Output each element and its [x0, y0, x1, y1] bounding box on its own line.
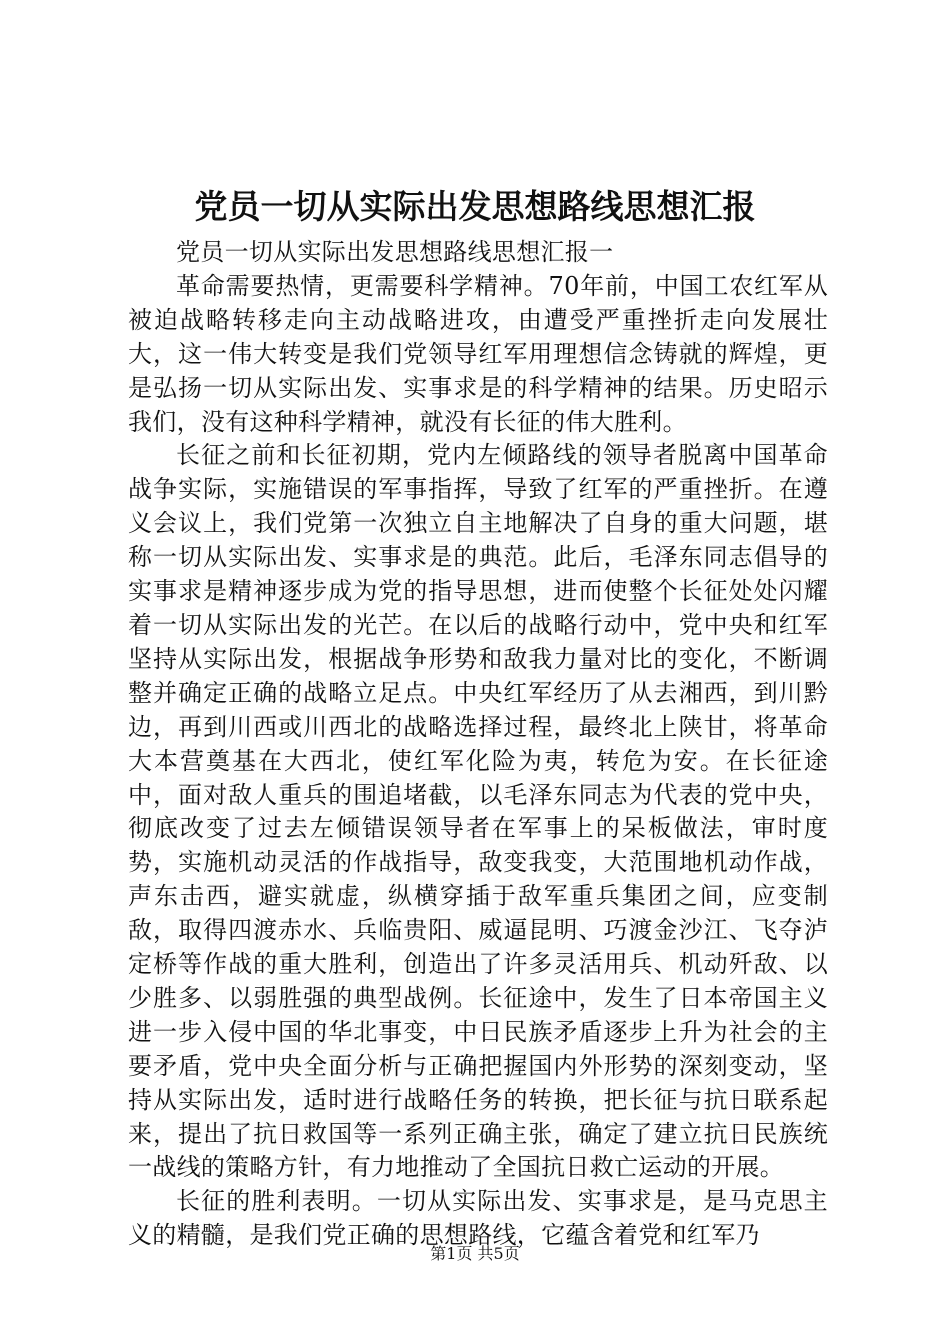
body-paragraph: 长征的胜利表明。一切从实际出发、实事求是，是马克思主义的精髓，是我们党正确的思想路线，它蕴含着党和红军乃 [128, 1187, 828, 1250]
subtitle-paragraph: 党员一切从实际出发思想路线思想汇报一 [176, 238, 614, 266]
document-title: 党员一切从实际出发思想路线思想汇报 [194, 187, 756, 226]
body-paragraph: 革命需要热情，更需要科学精神。70年前，中国工农红军从被迫战略转移走向主动战略进攻，由遭受严重挫折走向发展壮大，这一伟大转变是我们党领导红军用理想信念铸就的辉煌，更是弘扬一切从实际出发、实事求是的科学精神的结果。历史昭示我们，没有这种科学精神，就没有长征的伟大胜利。 [128, 271, 828, 436]
body-paragraph: 长征之前和长征初期，党内左倾路线的领导者脱离中国革命战争实际，实施错误的军事指挥，导致了红军的严重挫折。在遵义会议上，我们党第一次独立自主地解决了自身的重大问题，堪称一切从实际出发、实事求是的典范。此后，毛泽东同志倡导的实事求是精神逐步成为党的指导思想，进而使整个长征处处闪耀着一切从实际出发的光芒。在以后的战略行动中，党中央和红军坚持从实际出发，根据战争形势和敌我力量对比的变化，不断调整并确定正确的战略立足点。中央红军经历了从去湘西，到川黔边，再到川西或川西北的战略选择过程，最终北上陕甘，将革命大本营奠基在大西北，使红军化险为夷，转危为安。在长征途中，面对敌人重兵的围追堵截，以毛泽东同志为代表的党中央，彻底改变了过去左倾错误领导者在军事上的呆板做法，审时度势，实施机动灵活的作战指导，敌变我变，大范围地机动作战，声东击西，避实就虚，纵横穿插于敌军重兵集团之间，应变制敌，取得四渡赤水、兵临贵阳、威逼昆明、巧渡金沙江、飞夺泸定桥等作战的重大胜利，创造出了许多灵活用兵、机动歼敌、以少胜多、以弱胜强的典型战例。长征途中，发生了日本帝国主义进一步入侵中国的华北事变，中日民族矛盾逐步上升为社会的主要矛盾，党中央全面分析与正确把握国内外形势的深刻变动，坚持从实际出发，适时进行战略任务的转换，把长征与抗日联系起来，提出了抗日救国等一系列正确主张，确定了建立抗日民族统一战线的策略方针，有力地推动了全国抗日救亡运动的开展。 [128, 441, 828, 1182]
document-body [128, 236, 828, 1253]
page-footer: 第1页 共5页 [430, 1244, 520, 1263]
